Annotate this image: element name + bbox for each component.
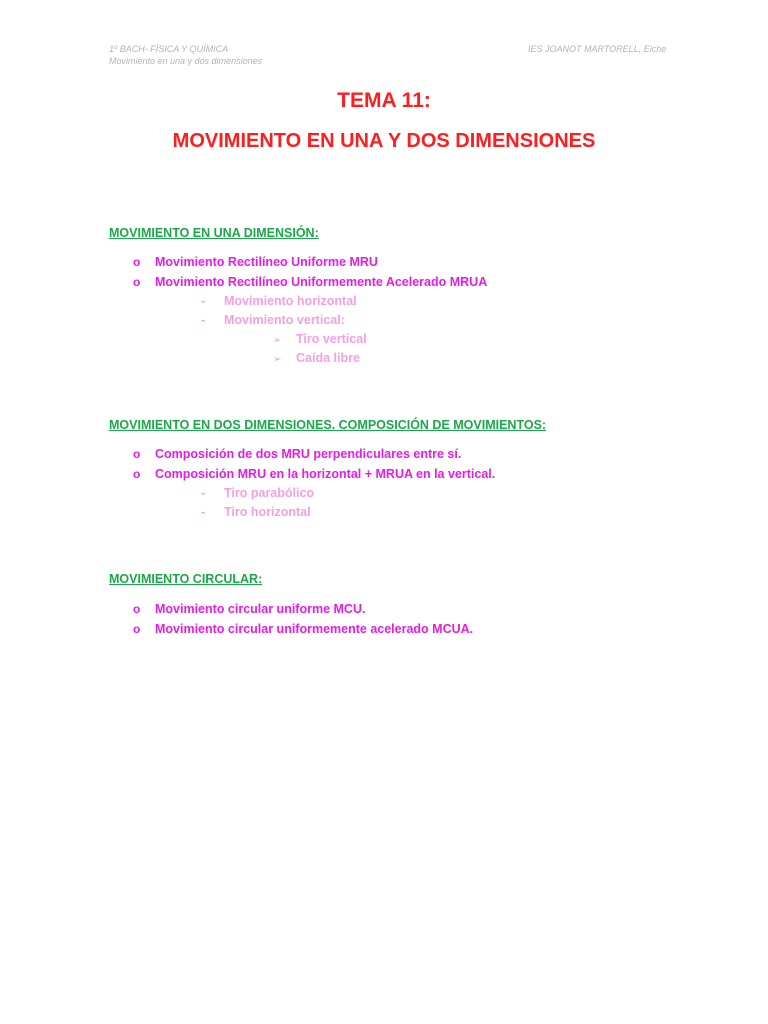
dash-bullet-icon: -: [201, 505, 206, 519]
header-left: [109, 43, 262, 67]
sub-list-item-text: Tiro horizontal: [224, 505, 311, 519]
circle-bullet-icon: o: [133, 255, 141, 269]
sub-list-item: [201, 485, 314, 501]
list-item-text: Movimiento Rectilíneo Uniformemente Acelerado MRUA: [155, 275, 488, 289]
sub-sub-list-item: [273, 331, 367, 349]
page-title-number: TEMA 11:: [337, 89, 431, 112]
sub-sub-list-item-text: Tiro vertical: [296, 332, 367, 346]
sub-list-item-text: Movimiento vertical:: [224, 313, 345, 327]
list-item-text: Movimiento circular uniformemente acelerado MCUA.: [155, 622, 474, 636]
section-heading-circular: MOVIMIENTO CIRCULAR:: [109, 572, 263, 586]
sub-sub-list-item: [273, 350, 360, 368]
circle-bullet-icon: o: [133, 447, 141, 461]
header-topic: Movimiento en una y dos dimensiones: [109, 56, 263, 66]
sub-list-item: [201, 293, 357, 309]
header-course: 1º BACH- FÍSICA Y QUÍMICA: [109, 44, 229, 54]
list-item-text: Composición de dos MRU perpendiculares entre sí.: [155, 447, 462, 461]
list-item: [133, 601, 365, 617]
list-item: [133, 621, 473, 637]
sub-list-item-text: Movimiento horizontal: [224, 294, 357, 308]
header-school: IES JOANOT MARTORELL, Elche: [528, 44, 667, 54]
section-heading-two-dimensions: MOVIMIENTO EN DOS DIMENSIONES. COMPOSICIÓN DE MOVIMIENTOS:: [109, 418, 547, 432]
sub-list-item: [201, 504, 311, 520]
list-item-text: Composición MRU en la horizontal + MRUA en la vertical.: [155, 467, 496, 481]
circle-bullet-icon: o: [133, 275, 141, 289]
arrow-bullet-icon: ➢: [273, 335, 282, 346]
dash-bullet-icon: -: [201, 294, 206, 308]
page-title: MOVIMIENTO EN UNA Y DOS DIMENSIONES: [172, 130, 596, 152]
sub-list-item: [201, 312, 345, 328]
list-item-text: Movimiento circular uniforme MCU.: [155, 602, 366, 616]
list-item: [133, 446, 461, 462]
sub-list-item-text: Tiro parabólico: [224, 486, 315, 500]
arrow-bullet-icon: ➢: [273, 354, 282, 365]
section-heading-one-dimension: MOVIMIENTO EN UNA DIMENSIÓN:: [109, 226, 319, 240]
list-item: [133, 466, 495, 482]
circle-bullet-icon: o: [133, 467, 141, 481]
list-item: [133, 254, 378, 270]
dash-bullet-icon: -: [201, 313, 206, 327]
circle-bullet-icon: o: [133, 602, 141, 616]
list-item-text: Movimiento Rectilíneo Uniforme MRU: [155, 255, 378, 269]
dash-bullet-icon: -: [201, 486, 206, 500]
list-item: [133, 274, 487, 290]
circle-bullet-icon: o: [133, 622, 141, 636]
sub-sub-list-item-text: Caída libre: [296, 351, 360, 365]
